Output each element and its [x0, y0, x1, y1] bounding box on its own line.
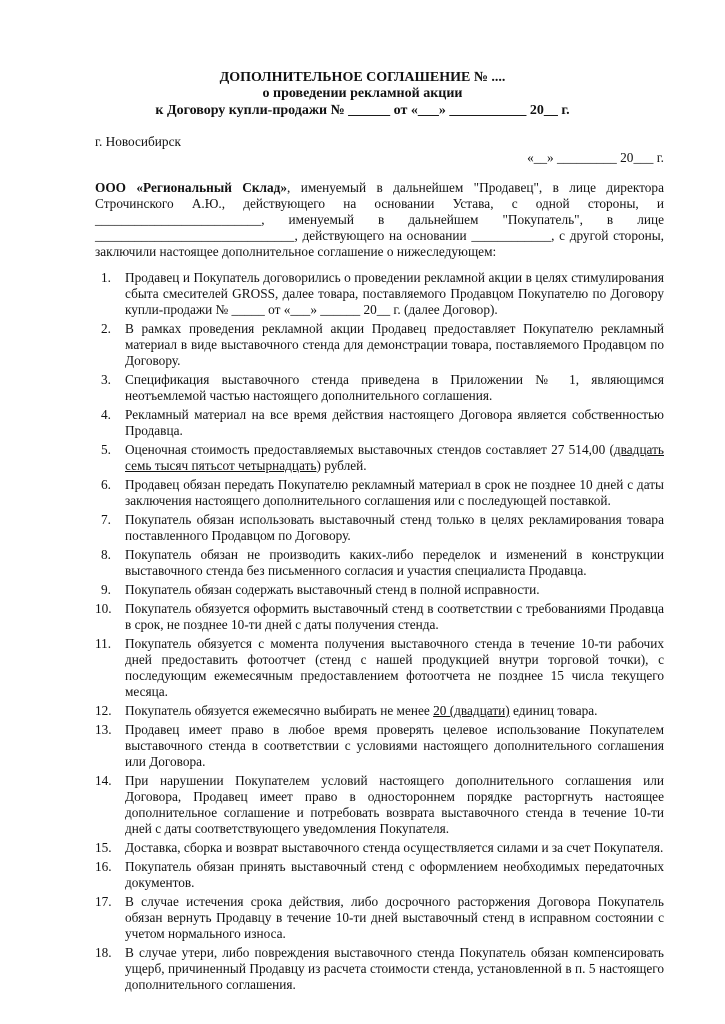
list-item	[95, 722, 664, 770]
item-number: 6.	[101, 477, 111, 492]
item-number: 14.	[95, 773, 112, 788]
item-text: Покупатель обязан не производить каких-либо переделок и изменений в конструкции выставочного стенда без письменного согласия и участия специалиста Продавца.	[125, 547, 664, 578]
list-item	[95, 442, 664, 474]
item-number: 10.	[95, 601, 112, 616]
item-number: 13.	[95, 722, 112, 737]
place-of-signing: г. Новосибирск	[95, 134, 181, 149]
company-name: ООО «Региональный Склад»	[95, 180, 287, 195]
list-item	[95, 477, 664, 509]
preamble-text: , именуемый в дальнейшем "Продавец", в лице директора Строчинского А.Ю., действующего на основании Устава, с одной стороны, и _________________________, именуемый в дальнейшем "Покупатель", в лице ______________________________, действующего на основании ____________, с другой стороны, заключили настоящее дополнительное соглашение о нижеследующем:	[95, 180, 664, 259]
item-number: 11.	[95, 636, 112, 651]
item-number: 8.	[101, 547, 111, 562]
list-item	[95, 945, 664, 993]
list-item	[95, 321, 664, 369]
item-text: При нарушении Покупателем условий настоящего дополнительного соглашения или Договора, Продавец имеет право в одностороннем порядке расторгнуть настоящее дополнительное соглашение и потребовать возврата выставочного стенда в течение 10-ти дней с даты соответствующего уведомления Покупателя.	[125, 773, 664, 836]
list-item	[95, 773, 664, 837]
amount-in-words: двадцать семь тысяч пятьсот четырнадцать	[125, 442, 664, 473]
item-text-end: ) рублей.	[316, 458, 367, 473]
list-item	[95, 547, 664, 579]
list-item	[95, 840, 664, 856]
list-item	[95, 512, 664, 544]
item-text: Спецификация выставочного стенда приведена в Приложении № 1, являющимся неотъемлемой частью настоящего дополнительного соглашения.	[125, 372, 664, 403]
list-item	[95, 703, 664, 719]
item-number: 9.	[101, 582, 111, 597]
item-text: В рамках проведения рекламной акции Продавец предоставляет Покупателю рекламный материал в виде выставочного стенда для демонстрации товара, поставляемого Продавцом по Договору.	[125, 321, 664, 368]
item-text: Покупатель обязан принять выставочный стенд с оформлением необходимых передаточных документов.	[125, 859, 664, 890]
item-text: Покупатель обязуется ежемесячно выбирать не менее	[125, 703, 434, 718]
list-item	[95, 407, 664, 439]
item-text: Доставка, сборка и возврат выставочного стенда осуществляется силами и за счет Покупателя.	[125, 840, 664, 855]
item-number: 17.	[95, 894, 112, 909]
list-item	[95, 372, 664, 404]
list-item	[95, 270, 664, 318]
agreement-date: «__» _________ 20___ г.	[527, 150, 664, 165]
document-title: ДОПОЛНИТЕЛЬНОЕ СОГЛАШЕНИЕ № ....	[219, 70, 506, 85]
item-text: Покупатель обязан использовать выставочный стенд только в целях рекламирования товара поставленного Продавцом по Договору.	[125, 512, 664, 543]
item-number: 12.	[95, 703, 112, 718]
item-number: 18.	[95, 945, 112, 960]
item-text: В случае утери, либо повреждения выставочного стенда Покупатель обязан компенсировать ущерб, причиненный Продавцу из расчета стоимости стенда, установленной в п. 5 настоящего дополнительного соглашения.	[125, 945, 664, 992]
list-item	[95, 636, 664, 700]
list-item	[95, 582, 664, 598]
list-item	[95, 894, 664, 942]
item-text: В случае истечения срока действия, либо досрочного расторжения Договора Покупатель обязан вернуть Продавцу в течение 10-ти дней выставочный стенд в исправном состоянии с учетом нормального износа.	[125, 894, 664, 941]
item-number: 1.	[101, 270, 111, 285]
item-text: Покупатель обязуется с момента получения выставочного стенда в течение 10-ти рабочих дней предоставить фотоотчет (стенд с нашей продукцией внутри торговой точки), с последующим ежемесячным предоставлением фотоотчета не позднее 15 числа текущего месяца.	[125, 636, 664, 699]
item-number: 4.	[101, 407, 111, 422]
minimum-quantity: 20 (двадцати)	[433, 703, 510, 718]
item-number: 16.	[95, 859, 112, 874]
item-text: Покупатель обязуется оформить выставочный стенд в соответствии с требованиями Продавца в срок, не позднее 10-ти дней с даты получения стенда.	[125, 601, 664, 632]
document-subtitle: о проведении рекламной акции	[262, 86, 463, 101]
item-number: 15.	[95, 840, 112, 855]
item-text-end: единиц товара.	[509, 703, 598, 718]
terms-list	[95, 270, 664, 993]
item-text: Покупатель обязан содержать выставочный стенд в полной исправности.	[125, 582, 540, 597]
item-text: Продавец обязан передать Покупателю рекламный материал в срок не позднее 10 дней с даты заключения настоящего дополнительного соглашения или с последующей поставкой.	[125, 477, 664, 508]
list-item	[95, 601, 664, 633]
item-text: Оценочная стоимость предоставляемых выставочных стендов составляет 27 514,00 (	[125, 442, 614, 457]
item-text: Продавец и Покупатель договорились о проведении рекламной акции в целях стимулирования сбыта смесителей GROSS, далее товара, поставляемого Продавцом Покупателю по Договору купли-продажи № _____ от «___» ______ 20__ г. (далее Договор).	[125, 270, 664, 317]
document-contract-reference: к Договору купли-продажи № ______ от «___» ___________ 20__ г.	[155, 103, 570, 118]
list-item	[95, 859, 664, 891]
item-text: Продавец имеет право в любое время проверять целевое использование Покупателем выставочного стенда в соответствии с условиями настоящего дополнительного соглашения или Договора.	[125, 722, 664, 769]
preamble-paragraph	[95, 180, 664, 260]
item-number: 5.	[101, 442, 111, 457]
item-number: 2.	[101, 321, 111, 336]
item-number: 3.	[101, 372, 111, 387]
item-number: 7.	[101, 512, 111, 527]
item-text: Рекламный материал на все время действия настоящего Договора является собственностью Продавца.	[125, 407, 664, 438]
